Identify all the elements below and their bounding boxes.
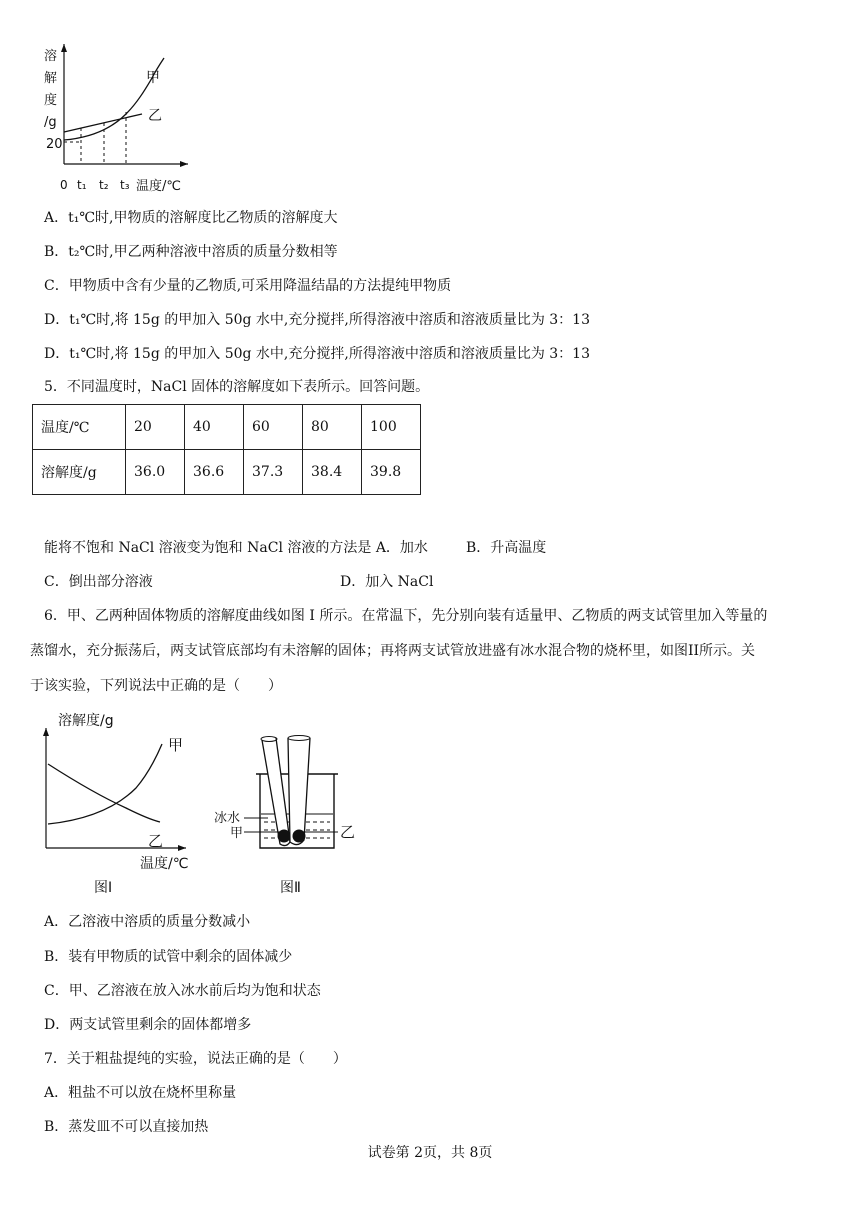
q5-question-text: 能将不饱和 NaCl 溶液变为饱和 NaCl 溶液的方法是 A．加水 [44, 540, 428, 556]
q6-stem-line2: 蒸馏水，充分振荡后，两支试管底部均有未溶解的固体；再将两支试管放进盛有冰水混合物的烧杯里，如图II所示。关 [30, 643, 756, 659]
page-footer: 试卷第 2页，共 8页 [367, 1145, 493, 1161]
q4-option-d: D．t₁℃时,将 15g 的甲加入 50g 水中,充分搅拌,所得溶液中溶质和溶液质量比为 3：13 [44, 312, 590, 328]
caption-fig2: 图Ⅱ [280, 880, 301, 896]
solid-jia [278, 830, 291, 843]
caption-fig1: 图Ⅰ [94, 880, 113, 896]
table-cell: 38.4 [303, 450, 362, 495]
table-cell: 39.8 [362, 450, 421, 495]
label-jia: 甲 [230, 826, 244, 841]
q6-stem-line3: 于该实验，下列说法中正确的是（ ） [30, 678, 282, 694]
ylabel-3: 度 [44, 93, 58, 108]
curve-yi [64, 114, 142, 132]
x-tick-0: 0 [60, 178, 68, 192]
table-cell: 溶解度/g [33, 450, 126, 495]
q4-option-b: B．t₂℃时,甲乙两种溶液中溶质的质量分数相等 [44, 244, 338, 260]
solubility-table [32, 404, 421, 495]
q7-option-b: B．蒸发皿不可以直接加热 [44, 1119, 209, 1135]
q6-option-d: D．两支试管里剩余的固体都增多 [44, 1017, 252, 1033]
q7-stem: 7．关于粗盐提纯的实验，说法正确的是（ ） [44, 1051, 347, 1067]
table-cell: 20 [126, 405, 185, 450]
x-tick-t1: t₁ [77, 178, 87, 192]
x-tick-t2: t₂ [99, 178, 109, 192]
q6-option-c: C．甲、乙溶液在放入冰水前后均为饱和状态 [44, 983, 321, 999]
ylabel-1: 溶 [44, 49, 58, 64]
table-cell: 80 [303, 405, 362, 450]
q5-option-b: B．升高温度 [465, 540, 547, 556]
q7-option-a: A．粗盐不可以放在烧杯里称量 [44, 1085, 237, 1101]
x-axis-arrow [178, 845, 186, 851]
label-yi: 乙 [148, 108, 162, 124]
table-cell: 36.6 [185, 450, 244, 495]
test-tube-right [288, 738, 310, 845]
label-jia: 甲 [146, 70, 160, 86]
q6-option-a: A．乙溶液中溶质的质量分数减小 [44, 914, 251, 930]
x-axis-arrow [180, 161, 188, 167]
table-cell: 37.3 [244, 450, 303, 495]
curve-yi [48, 764, 160, 822]
x-axis-label: 温度/℃ [136, 179, 181, 194]
y-axis-arrow [61, 44, 67, 52]
q4-option-a: A．t₁℃时,甲物质的溶解度比乙物质的溶解度大 [44, 210, 338, 226]
table-cell: 温度/℃ [33, 405, 126, 450]
table-cell: 100 [362, 405, 421, 450]
q6-option-b: B．装有甲物质的试管中剩余的固体减少 [44, 949, 293, 965]
x-axis-label: 温度/℃ [140, 856, 189, 872]
solubility-graph-1 [40, 44, 200, 196]
q5-question [44, 538, 546, 558]
label-jia: 甲 [168, 736, 184, 754]
table-cell: 36.0 [126, 450, 185, 495]
ylabel: 溶解度/g [58, 713, 114, 729]
q5-option-c: C．倒出部分溶液 [44, 574, 153, 590]
ylabel-4: /g [44, 115, 57, 130]
label-yi: 乙 [148, 832, 164, 850]
y-axis-arrow [43, 728, 49, 736]
q4-option-c: C．甲物质中含有少量的乙物质,可采用降温结晶的方法提纯甲物质 [44, 278, 452, 294]
solubility-graph-2 [36, 708, 206, 898]
beaker-diagram [214, 732, 364, 898]
table-cell: 60 [244, 405, 303, 450]
label-ice: 冰水 [214, 811, 241, 826]
test-tube-left [262, 738, 290, 846]
table-row [33, 450, 421, 495]
q5-stem: 5．不同温度时，NaCl 固体的溶解度如下表所示。回答问题。 [44, 379, 430, 395]
q4-option-d-repeat: D．t₁℃时,将 15g 的甲加入 50g 水中,充分搅拌,所得溶液中溶质和溶液质量比为 3：13 [44, 346, 590, 362]
label-yi: 乙 [340, 823, 356, 841]
ylabel-2: 解 [44, 71, 58, 86]
y-tick-20: 20 [46, 137, 63, 152]
table-cell: 40 [185, 405, 244, 450]
x-tick-t3: t₃ [120, 178, 130, 192]
curve-jia [48, 744, 162, 824]
q6-stem-line1: 6．甲、乙两种固体物质的溶解度曲线如图 I 所示。在常温下，先分别向装有适量甲、乙物质的两支试管里加入等量的 [44, 608, 768, 624]
table-row [33, 405, 421, 450]
q5-option-d: D．加入 NaCl [340, 574, 434, 590]
solid-yi [293, 830, 306, 843]
